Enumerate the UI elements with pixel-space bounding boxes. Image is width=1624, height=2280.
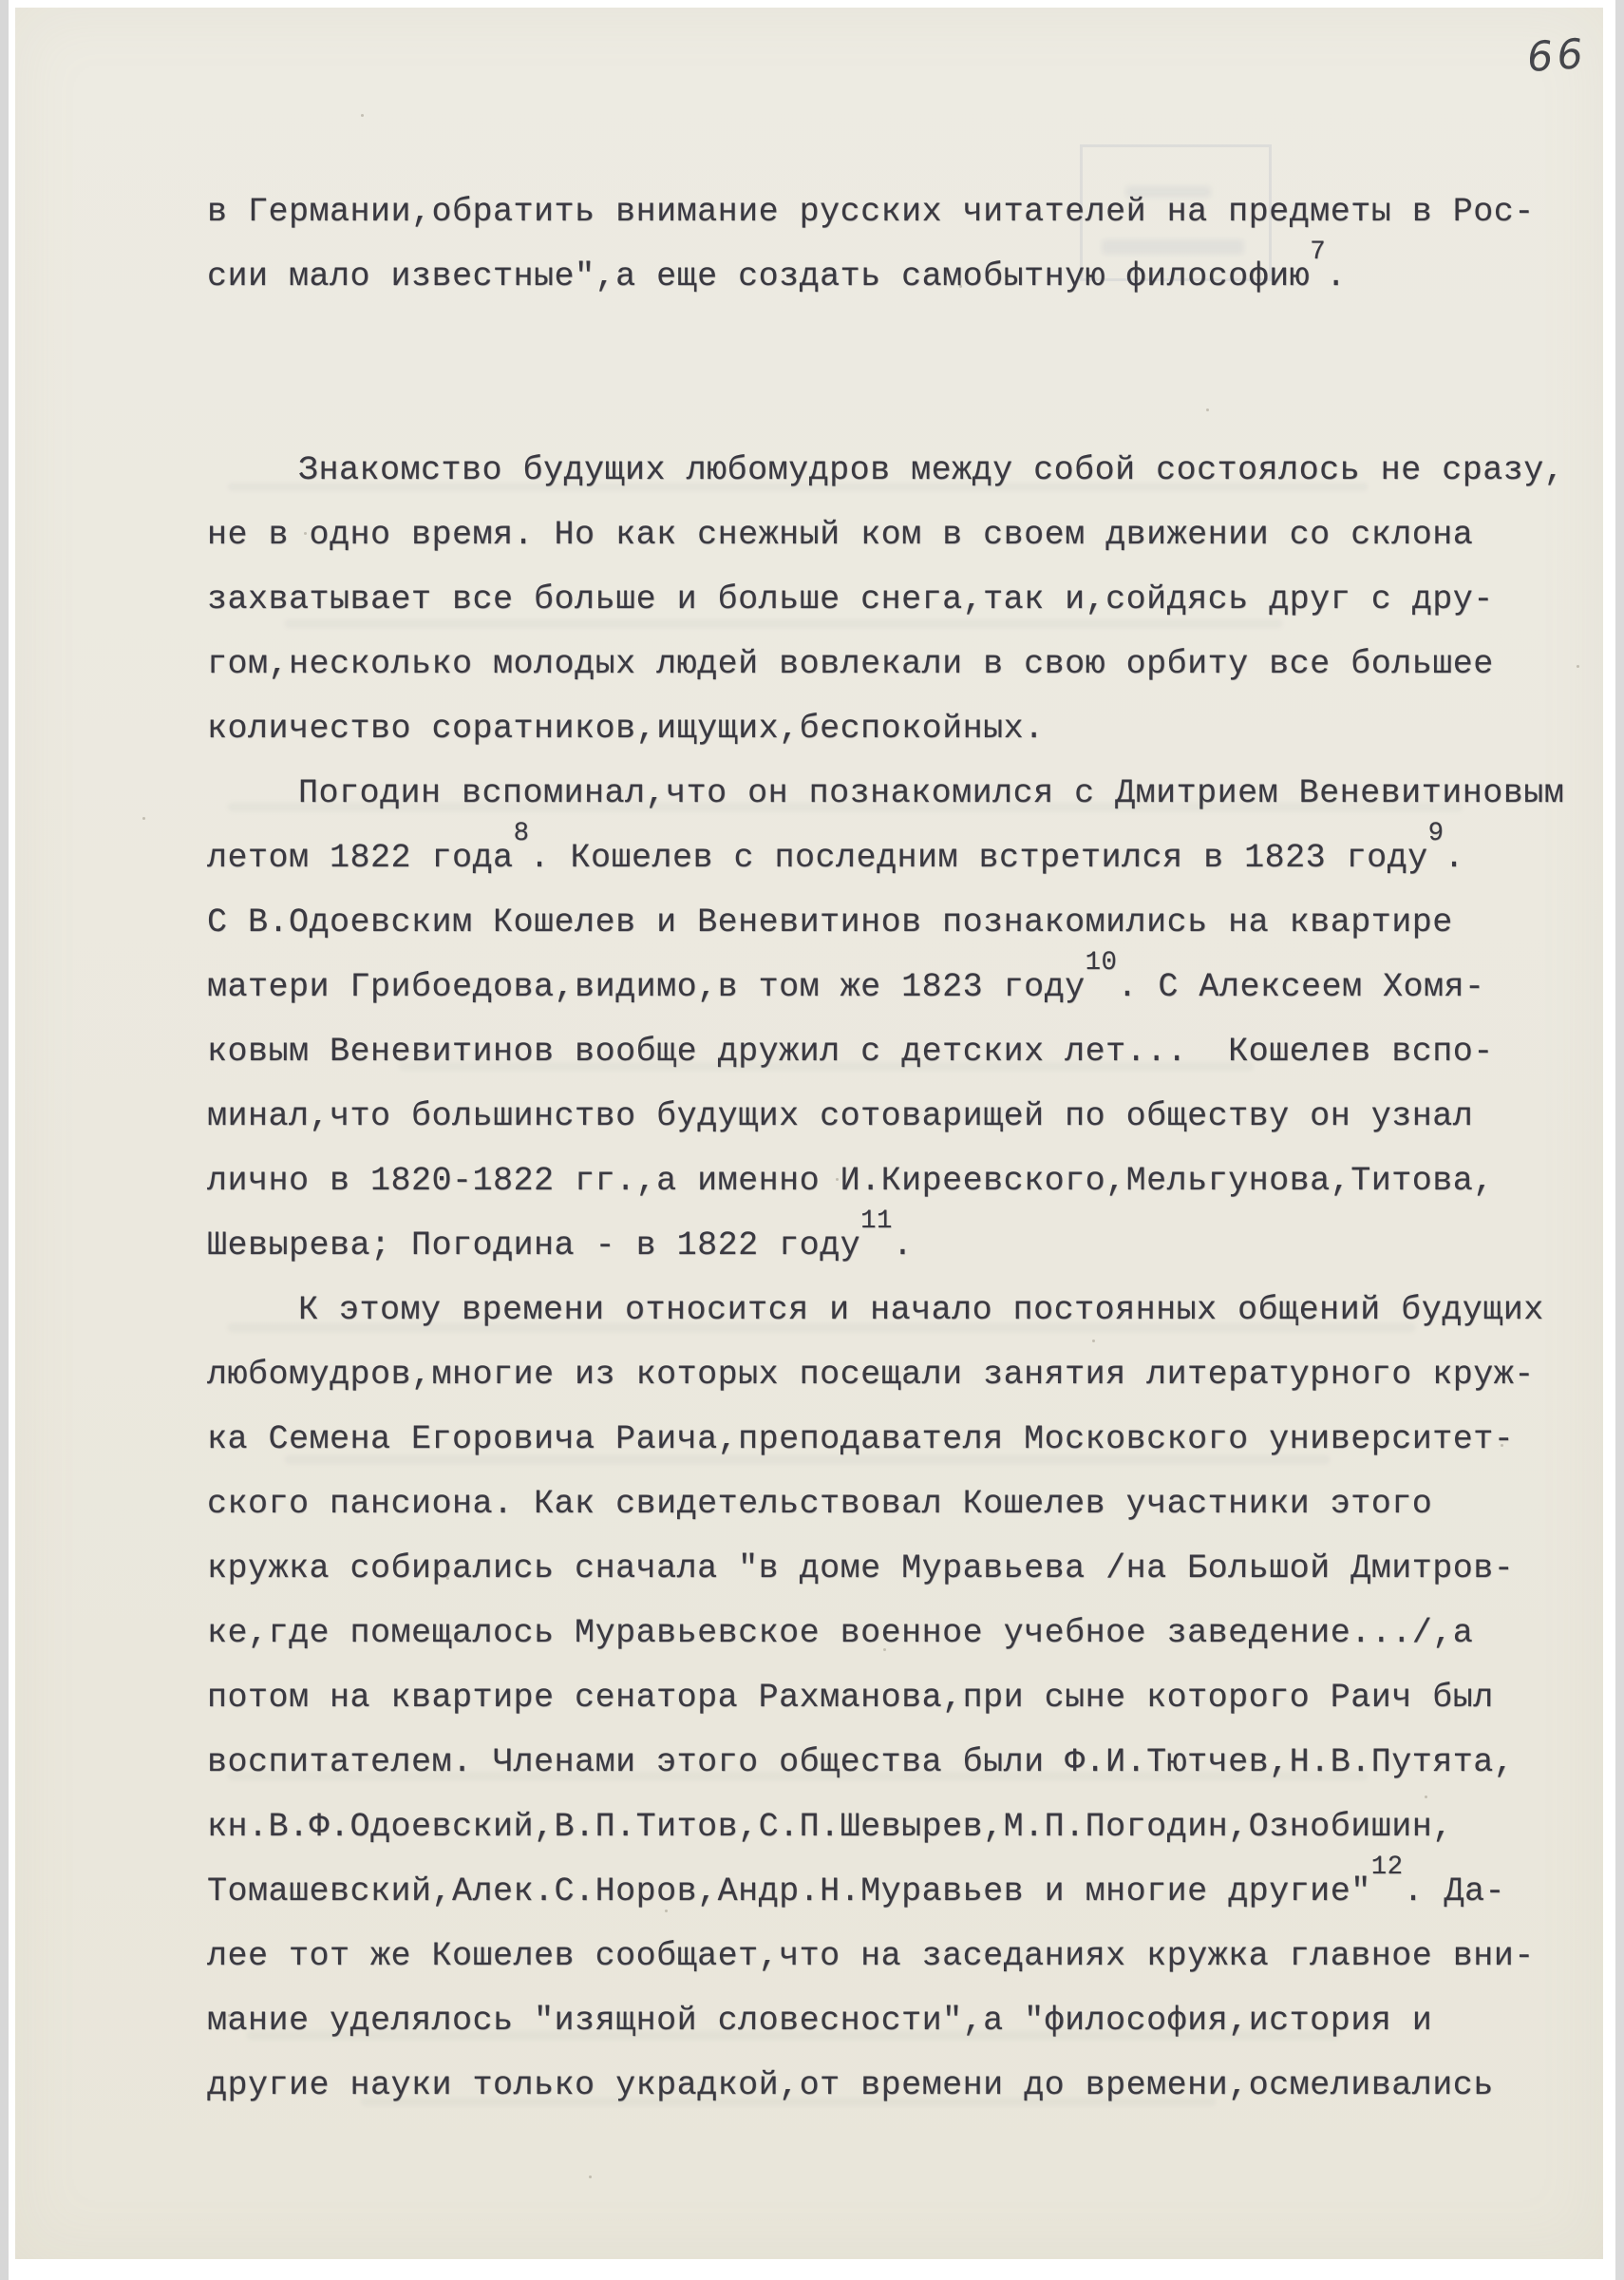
text-line: минал,что большинство будущих сотоварищей по обществу он узнал — [207, 1097, 1474, 1135]
bleed-through-ghost — [228, 803, 1463, 811]
paper-speckle — [1358, 912, 1361, 915]
text-line: ского пансиона. Как свидетельствовал Кошелев участники этого — [207, 1485, 1433, 1523]
text-line: летом 1822 года$^8$. Кошелев с последним встретился в 1823 году$^9$. — [207, 818, 1465, 877]
bleed-through-ghost — [285, 1455, 1330, 1464]
text-line: сии мало известные",а еще создать самобытную философию$^7$. — [207, 237, 1347, 295]
paragraph — [207, 1278, 1584, 2118]
text-line: Томашевский,Алек.С.Норов,Андр.Н.Муравьев и многие другие"$^{12}$. Да- — [207, 1852, 1505, 1910]
paper-speckle — [1092, 1340, 1095, 1342]
paragraph — [207, 180, 1584, 309]
scan-edge-left — [0, 0, 9, 2280]
text-line: ковым Веневитинов вообще дружил с детских лет... Кошелев вспо- — [207, 1033, 1494, 1071]
text-line: кружка собирались сначала "в доме Муравьева /на Большой Дмитров- — [207, 1549, 1515, 1587]
text-line: в Германии,обратить внимание русских читателей на предметы в Рос- — [207, 193, 1535, 231]
paper-speckle — [1577, 665, 1579, 668]
paper-speckle — [446, 1577, 449, 1580]
paper-speckle — [959, 285, 962, 288]
paper-speckle — [883, 1648, 886, 1651]
footnote-ref: 7 — [1310, 237, 1327, 267]
bleed-through-ghost — [399, 1062, 1254, 1071]
text-line: не в одно время. Но как снежный ком в своем движении со склона — [207, 516, 1474, 554]
text-line: Шевырева; Погодина - в 1822 году$^{11}$. — [207, 1206, 914, 1264]
footnote-ref: 12 — [1370, 1852, 1404, 1882]
text-line: воспитателем. Членами этого общества были Ф.И.Тютчев,Н.В.Путята, — [207, 1743, 1515, 1781]
bleed-through-ghost — [361, 2098, 1216, 2106]
scan-edge-right — [1615, 0, 1624, 2280]
paper-speckle — [836, 1178, 839, 1181]
bleed-through-ghost — [228, 1772, 1368, 1780]
paper-speckle — [142, 817, 145, 820]
text-line: лее тот же Кошелев сообщает,что на заседаниях кружка главное вни- — [207, 1937, 1535, 1975]
paragraph — [207, 761, 1584, 1278]
text-line: Погодин вспоминал,что он познакомился с Дмитрием Веневитиновым — [298, 774, 1565, 812]
paper-speckle — [304, 532, 307, 535]
footnote-ref: 9 — [1427, 818, 1445, 848]
footnote-ref: 10 — [1085, 947, 1118, 978]
bleed-through-ghost — [228, 1323, 1415, 1332]
bleed-through-ghost — [228, 483, 1368, 491]
text-line: матери Грибоедова,видимо,в том же 1823 году$^{10}$. С Алексеем Хомя- — [207, 947, 1485, 1006]
text-line: ке,где помещалось Муравьевское военное учебное заведение.../,а — [207, 1614, 1474, 1652]
text-line: кн.В.Ф.Одоевский,В.П.Титов,С.П.Шевырев,М.П.Погодин,Ознобишин, — [207, 1808, 1453, 1846]
paper-speckle — [589, 2176, 592, 2178]
bleed-through-ghost — [285, 619, 1282, 628]
text-line: лично в 1820-1822 гг.,а именно И.Киреевского,Мельгунова,Титова, — [207, 1162, 1494, 1200]
text-line: гом,несколько молодых людей вовлекали в свою орбиту все большее — [207, 645, 1494, 683]
text-line: ка Семена Егоровича Раича,преподавателя Московского университет- — [207, 1420, 1515, 1458]
text-line: Знакомство будущих любомудров между собой состоялось не сразу, — [298, 451, 1565, 489]
text-line: мание уделялось "изящной словесности",а "философия,история и — [207, 2002, 1433, 2040]
footnote-ref: 8 — [513, 818, 530, 848]
typed-text — [207, 180, 1584, 2118]
paper-speckle — [1501, 1444, 1503, 1447]
paper-speckle — [1206, 408, 1209, 411]
text-line: любомудров,многие из которых посещали занятия литературного круж- — [207, 1356, 1535, 1394]
paper-speckle — [228, 2014, 231, 2017]
text-line: захватывает все больше и больше снега,так и,сойдясь друг с дру- — [207, 580, 1494, 618]
bleed-through-ghost — [247, 2031, 1339, 2040]
text-line: К этому времени относится и начало постоянных общений будущих — [298, 1291, 1544, 1329]
text-line: С В.Одоевским Кошелев и Веневитинов познакомились на квартире — [207, 903, 1453, 941]
paper-speckle — [361, 114, 364, 117]
paper-speckle — [1425, 1796, 1427, 1798]
footnote-ref: 11 — [860, 1206, 893, 1236]
text-line: количество соратников,ищущих,беспокойных. — [207, 710, 1045, 748]
text-line: потом на квартире сенатора Рахманова,при сыне которого Раич был — [207, 1679, 1494, 1717]
page-number: 66 — [1525, 29, 1589, 83]
text-line: другие науки только украдкой,от времени до времени,осмеливались — [207, 2066, 1494, 2104]
paper-speckle — [665, 1910, 668, 1912]
